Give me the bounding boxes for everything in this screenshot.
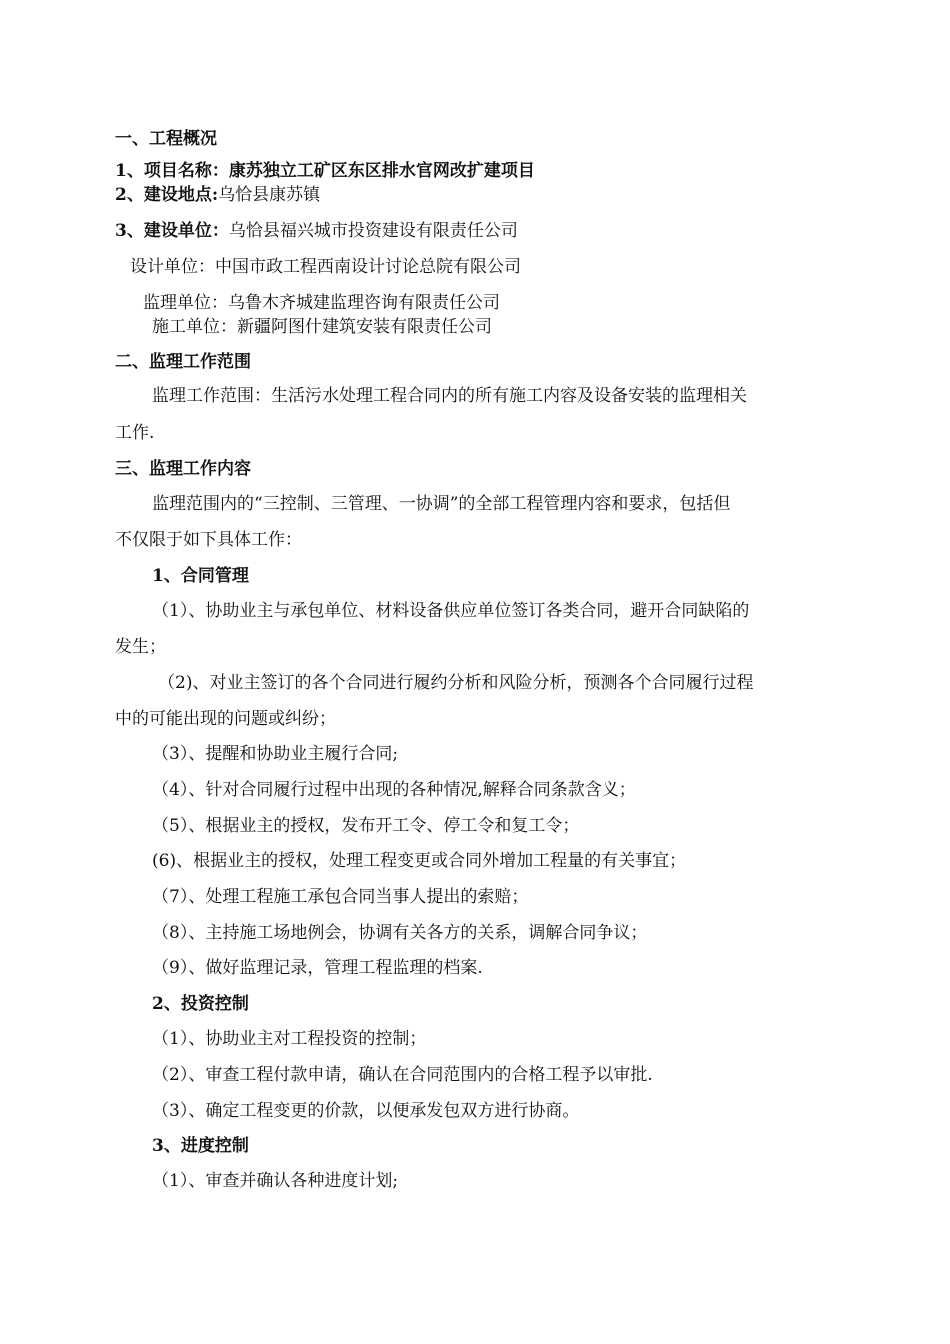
list-item: （9）、做好监理记录，管理工程监理的档案.: [152, 958, 483, 978]
list-item: （1）、审查并确认各种进度计划;: [152, 1171, 399, 1191]
content-intro-line: 监理范围内的“三控制、三管理、一协调”的全部工程管理内容和要求，包括但: [152, 494, 731, 514]
section-heading-scope: 二、监理工作范围: [115, 352, 251, 372]
list-item: （8）、主持施工场地例会，协调有关各方的关系，调解合同争议；: [152, 923, 648, 943]
project-name: 1、项目名称：康苏独立工矿区东区排水官网改扩建项目: [115, 161, 535, 181]
list-item: （5）、根据业主的授权，发布开工令、停工令和复工令；: [152, 816, 580, 836]
list-item: （3）、确定工程变更的价款，以便承发包双方进行协商。: [152, 1101, 580, 1121]
list-item: （1）、协助业主对工程投资的控制；: [152, 1029, 427, 1049]
scope-paragraph-line: 工作.: [115, 423, 155, 443]
section-heading-content: 三、监理工作内容: [115, 459, 251, 479]
list-item: (6)、根据业主的授权，处理工程变更或合同外增加工程量的有关事宜；: [152, 851, 687, 871]
owner-unit-value: 乌恰县福兴城市投资建设有限责任公司: [228, 221, 518, 241]
list-item: （1）、协助业主与承包单位、材料设备供应单位签订各类合同，避开合同缺陷的: [152, 601, 750, 621]
list-item: （2)、对业主签订的各个合同进行履约分析和风险分析，预测各个合同履行过程: [158, 673, 754, 693]
subheading-investment-control: 2、投资控制: [152, 994, 249, 1014]
construction-location-value: 乌恰县康苏镇: [218, 185, 321, 205]
supervision-unit: 监理单位：乌鲁木齐城建监理咨询有限责任公司: [143, 293, 500, 313]
list-item: （4）、针对合同履行过程中出现的各种情况,解释合同条款含义；: [152, 780, 636, 800]
list-item: （7）、处理工程施工承包合同当事人提出的索赔；: [152, 887, 529, 907]
construction-location-label: 2、建设地点:: [115, 185, 219, 205]
content-intro-line: 不仅限于如下具体工作：: [115, 530, 302, 550]
list-item: （2）、审查工程付款申请，确认在合同范围内的合格工程予以审批.: [152, 1065, 653, 1085]
list-item: 发生；: [115, 637, 166, 657]
subheading-schedule-control: 3、进度控制: [152, 1136, 249, 1156]
design-unit: 设计单位：中国市政工程西南设计讨论总院有限公司: [130, 257, 521, 277]
subheading-contract-management: 1、合同管理: [152, 566, 249, 586]
owner-unit: [115, 219, 518, 243]
construction-location: [115, 183, 320, 207]
list-item: 中的可能出现的问题或纠纷；: [115, 709, 336, 729]
owner-unit-label: 3、建设单位：: [115, 221, 229, 241]
scope-paragraph-line: 监理工作范围：生活污水处理工程合同内的所有施工内容及设备安装的监理相关: [152, 386, 747, 406]
construction-unit: 施工单位：新疆阿图什建筑安装有限责任公司: [152, 317, 492, 337]
list-item: （3）、提醒和协助业主履行合同;: [152, 744, 399, 764]
section-heading-overview: 一、工程概况: [115, 129, 217, 149]
